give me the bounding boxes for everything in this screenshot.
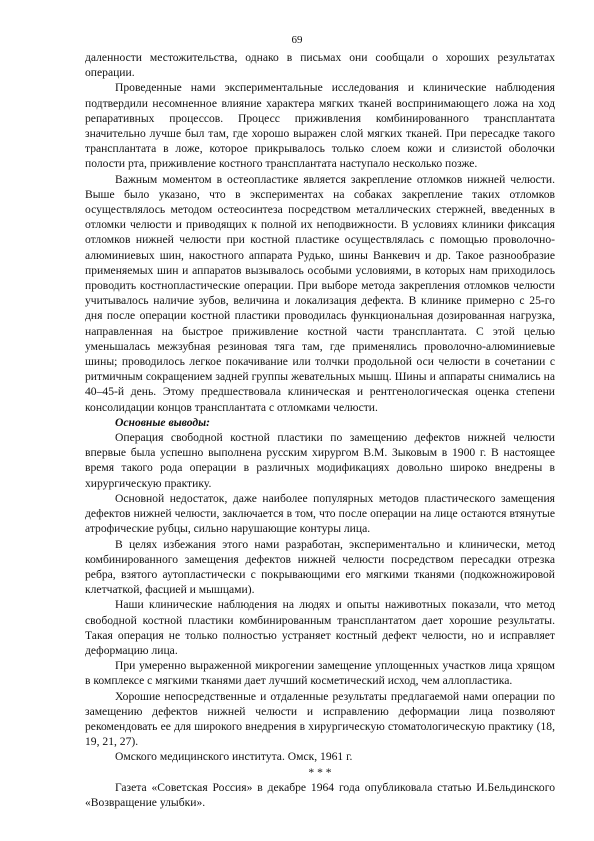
section-heading: Основные выводы: (115, 415, 211, 429)
paragraph: Основной недостаток, даже наиболее популярных методов пластического замещения дефектов нижней челюсти, заключается в том, что после операции на лице остаются втянутые атрофические рубцы, сильно нарушающие контуры лица. (85, 491, 555, 536)
paragraph: Операция свободной костной пластики по замещению дефектов нижней челюсти впервые была успешно выполнена русским хирургом В.М. Зыковым в 1900 г. В настоящее время такого рода операции в различных модификациях довольно широко внедрены в хирургическую практику. (85, 431, 555, 490)
paragraph: Хорошие непосредственные и отдаленные результаты предлагаемой нами операции по замещению дефектов нижней челюсти и исправлению деформации лица позволяют рекомендовать ее для широкого внедрения в хирургическую стоматологическую практику (18, 19, 21, 27). (85, 689, 555, 749)
section-separator: * * * (308, 765, 332, 779)
paragraph: Важным моментом в остеопластике является закрепление отломков нижней челюсти. Выше было указано, что в экспериментах на собаках закрепление таких отломков осуществлялось методом остеосинтеза посредством металлических стержней, введенных в отломки челюсти и приводящих к полной их неподвижности. В условиях клиники фиксация отломков нижней челюсти при костной пластике осуществлялась с помощью проволочно-алюминиевых шин, накостного аппарата Рудько, шины Ванкевич и др. Такое разнообразие применяемых шин и аппаратов вызывалось особыми условиями, в которых нам приходилось проводить костнопластические операции. При выборе метода закрепления отломков челюсти учитывалось наличие зубов, величина и локализация дефекта. В клинике примерно с 25-го дня после операции костной пластики проводилась функциональная дозированная нагрузка, направленная на быстрое приживление костной части трансплантата. С этой целью уменьшалась межзубная резиновая тяга там, где применялись проволочно-алюминиевые шины; проводилось легкое покачивание или толчки продольной оси челюсти в сочетании с ритмичным сокращением задней группы жевательных мышц. Шины и аппараты снимались на 40–45-й день. Этому предшествовала клиническая и рентгенологическая оценка степени консолидации концов трансплантата с отломками челюсти. (85, 172, 555, 414)
page-number: 69 (291, 34, 303, 46)
paragraph: В целях избежания этого нами разработан, экспериментально и клинически, метод комбинированного замещения дефектов нижней челюсти посредством пересадки отрезка ребра, взятого аутопластически с покрывающими его мягкими тканями (подкожножировой клетчаткой, фасцией и мышцами). (85, 537, 555, 597)
body-text (85, 50, 555, 810)
paragraph: Проведенные нами экспериментальные исследования и клинические наблюдения подтвердили несомненное влияние характера мягких тканей воспринимающего ложа на ход репаративных процессов. Процесс приживления комбинированного трансплантата значительно лучше был там, где хорошо выражен слой мягких тканей. При пересадке такого трансплантата в ложе, которое прикрывалось только слоем кожи и слизистой оболочки полости рта, приживление костного трансплантата наступало несколько позже. (85, 81, 555, 171)
paragraph: При умеренно выраженной микрогении замещение уплощенных участков лица хрящом в комплексе с мягкими тканями дает лучший косметический исход, чем аллопластика. (85, 659, 555, 688)
source-note: Омского медицинского института. Омск, 1961 г. (115, 750, 353, 764)
paragraph: даленности местожительства, однако в письмах они сообщали о хороших результатах операции. (85, 51, 555, 80)
paragraph: Наши клинические наблюдения на людях и опыты наживотных показали, что метод свободной костной пластики комбинированным трансплантатом дает хорошие результаты. Такая операция не только полностью устраняет костный дефект челюсти, но и исправляет деформацию лица. (85, 598, 555, 657)
paragraph: Газета «Советская Россия» в декабре 1964 года опубликовала статью И.Бельдинского «Возвращение улыбки». (85, 780, 555, 809)
